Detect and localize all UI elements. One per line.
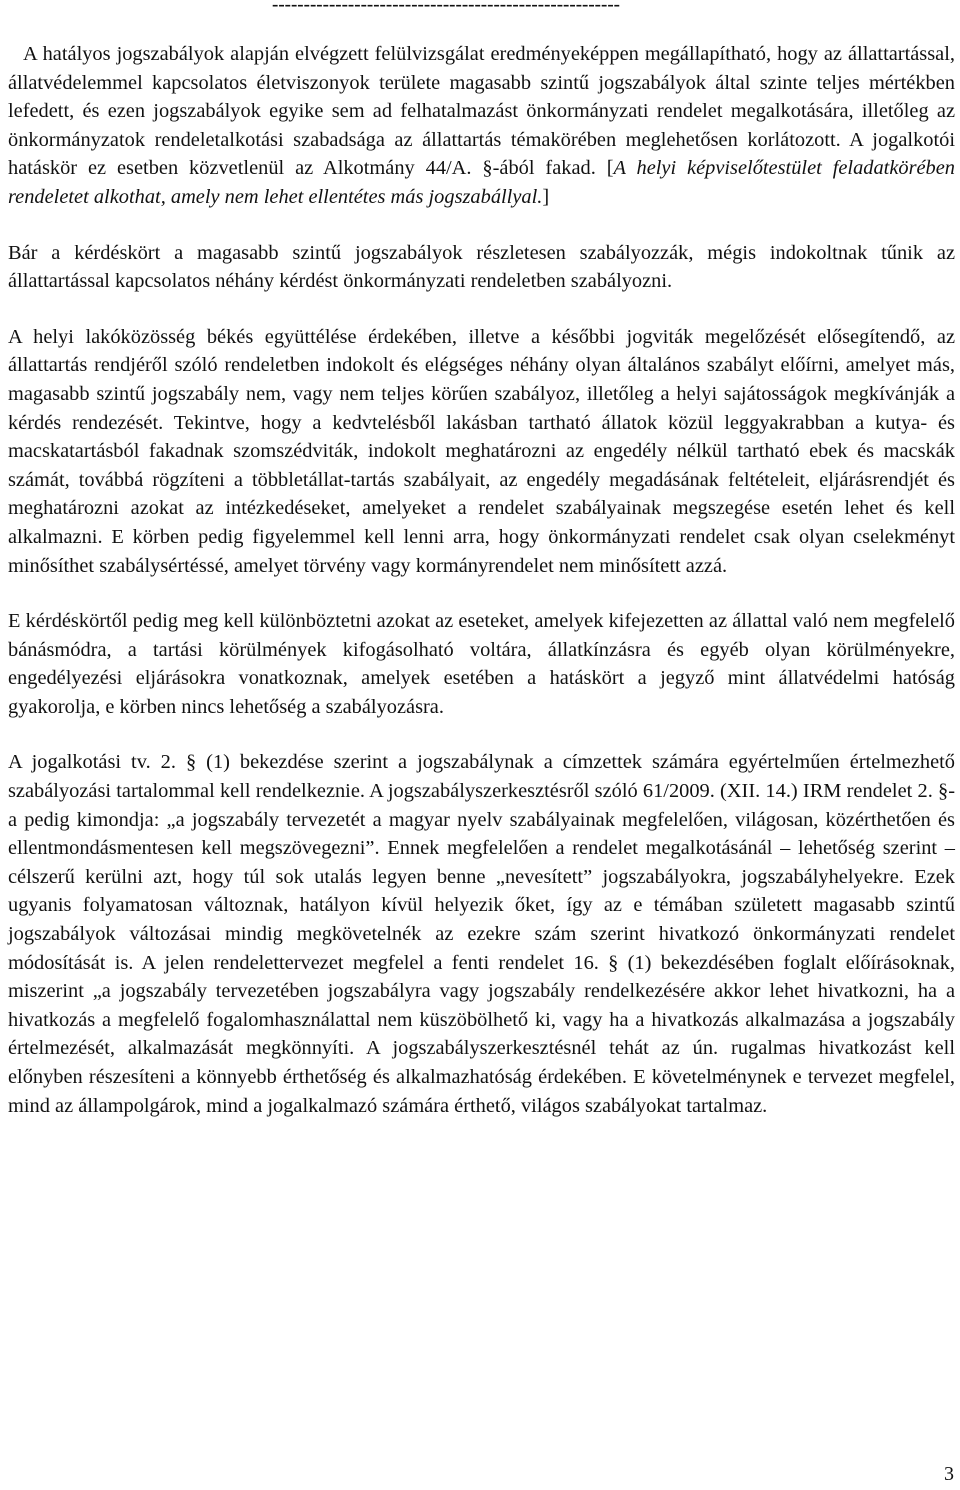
page-number: 3 [944, 1463, 954, 1485]
document-body [8, 40, 955, 1147]
header-dash-rule: ------------------------------------------------------- [272, 0, 620, 15]
paragraph-1-closing-bracket: ] [542, 185, 550, 208]
paragraph-2: Bár a kérdéskört a magasabb szintű jogszabályok részletesen szabályozzák, mégis indokoltnak tűnik az állattartással kapcsolatos néhány kérdést önkormányzati rendeletben szabályozni. [8, 241, 955, 293]
paragraph-5: A jogalkotási tv. 2. § (1) bekezdése szerint a jogszabálynak a címzettek számára egyértelműen értelmezhető szabályozási tartalommal kell rendelkeznie. A jogszabályszerkesztésről szóló 61/2009. (XII. 14.) IRM rendelet 2. §-a pedig kimondja: „a jogszabály tervezetét a magyar nyelv szabályainak megfelelően, világosan, közérthetően és ellentmondásmentesen kell megszövegezni”. Ennek megfelelően a rendelet megalkotásánál – lehetőség szerint – célszerű kerülni azt, hogy túl sok utalás legyen benne „nevesített” jogszabályokra, jogszabályhelyekre. Ezek ugyanis folyamatosan változnak, hatályon kívül helyezik őket, így az e témában született magasabb szintű jogszabályok változásai mindig megkövetelnék az ezekre szám szerint hivatkozó önkormányzati rendelet módosítását is. A jelen rendelettervezet megfelel a fenti rendelet 16. § (1) bekezdésében foglalt előírásoknak, miszerint „a jogszabály tervezetében jogszabályra vagy jogszabály rendelkezésére akkor lehet hivatkozni, ha a hivatkozás a megfelelő fogalomhasználattal nem küszöbölhető ki, vagy ha a hivatkozás alkalmazása a jogszabály értelmezését, alkalmazását megkönnyíti. A jogszabályszerkesztésnél tehát az ún. rugalmas hivatkozást kell előnyben részesíteni a könnyebb érthetőség és alkalmazhatóság érdekében. E követelménynek e tervezet megfelel, mind az állampolgárok, mind a jogalkalmazó számára érthető, világos szabályokat tartalmaz. [8, 751, 955, 1117]
paragraph-3: A helyi lakóközösség békés együttélése érdekében, illetve a későbbi jogviták megelőzését elősegítendő, az állattartás rendjéről szóló rendeletben indokolt és elégséges néhány olyan általános szabályt előírni, amelyet más, magasabb szintű jogszabály nem, vagy nem teljes körűen szabályoz, illetőleg a helyi sajátosságok megkívánják a kérdés rendezését. Tekintve, hogy a kedvtelésből lakásban tartható állatok közül leggyakrabban a kutya- és macskatartásból fakadnak szomszédviták, indokolt meghatározni az engedély nélkül tartható ebek és macskák számát, továbbá rögzíteni a többletállat-tartás szabályait, az engedély megadásának feltételeit, eljárásrendjét és meghatározni azokat az intézkedéseket, amelyeket a rendelet szabályainak megszegése esetén lehet és kell alkalmazni. E körben pedig figyelemmel kell lenni arra, hogy önkormányzati rendelet csak olyan cselekményt minősíthet szabálysértéssé, amelyet törvény vagy kormányrendelet nem minősített azzá. [8, 325, 955, 577]
paragraph-1 [8, 40, 955, 212]
paragraph-1-text: A hatályos jogszabályok alapján elvégzett felülvizsgálat eredményeképpen megállapítható, hogy az állattartással, állatvédelemmel kapcsolatos életviszonyok területe magasabb szintű jogszabályok által szinte teljes mértékben lefedett, és ezen jogszabályok egyike sem ad felhatalmazást önkormányzati rendelet megalkotására, illetőleg az önkormányzatok rendeletalkotási szabadsága az állattartás témakörében meglehetősen korlátozott. A jogalkotói hatáskör ez esetben közvetlenül az Alkotmány 44/A. §-ából fakad. [ [8, 43, 955, 180]
paragraph-4: E kérdéskörtől pedig meg kell különböztetni azokat az eseteket, amelyek kifejezetten az állattal való nem megfelelő bánásmódra, a tartási körülmények kifogásolható voltára, állatkínzásra és egyéb olyan körülményekre, engedélyezési eljárásokra vonatkoznak, amelyek esetében a hatáskört a jegyző mint állatvédelmi hatóság gyakorolja, e körben nincs lehetőség a szabályozásra. [8, 610, 955, 718]
paragraph-1-italic-quote: A helyi képviselőtestület feladatkörében rendeletet alkothat, amely nem lehet ellentétes más jogszabállyal. [8, 157, 955, 208]
